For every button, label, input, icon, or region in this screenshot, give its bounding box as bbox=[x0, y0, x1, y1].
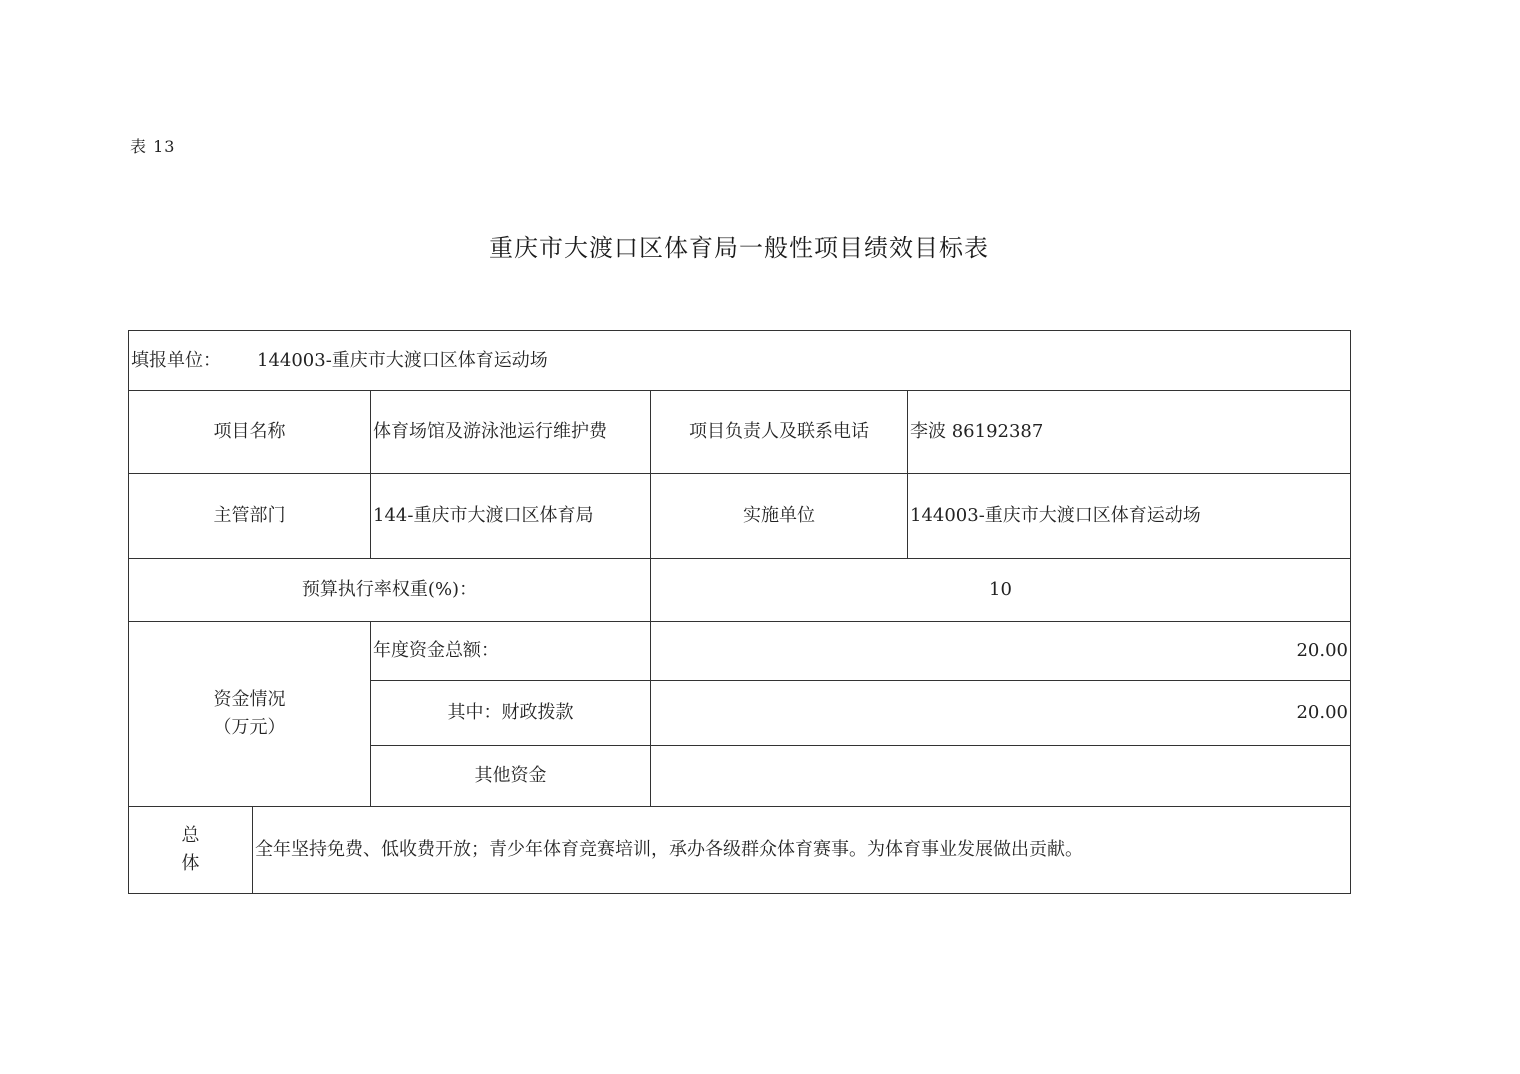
supervising-dept-label: 主管部门 bbox=[129, 474, 371, 559]
fiscal-allocation-label: 其中：财政拨款 bbox=[371, 681, 651, 746]
budget-weight-value: 10 bbox=[651, 559, 1351, 622]
reporting-unit-cell bbox=[129, 331, 1351, 391]
implementing-unit-value: 144003-重庆市大渡口区体育运动场 bbox=[908, 474, 1351, 559]
other-funds-value bbox=[651, 746, 1351, 807]
supervising-dept-value: 144-重庆市大渡口区体育局 bbox=[371, 474, 651, 559]
overall-goal-label-cell bbox=[129, 807, 253, 894]
reporting-unit-value: 144003-重庆市大渡口区体育运动场 bbox=[257, 349, 548, 371]
table-row bbox=[129, 331, 1351, 391]
project-name-label: 项目名称 bbox=[129, 391, 371, 474]
funds-label: 资金情况 bbox=[213, 689, 286, 710]
overall-goal-text: 全年坚持免费、低收费开放；青少年体育竞赛培训，承办各级群众体育赛事。为体育事业发展做出贡献。 bbox=[253, 807, 1351, 894]
table-row bbox=[129, 559, 1351, 622]
table-row bbox=[129, 622, 1351, 681]
project-manager-label: 项目负责人及联系电话 bbox=[651, 391, 908, 474]
reporting-unit-label: 填报单位： bbox=[131, 349, 221, 371]
table-row bbox=[129, 474, 1351, 559]
implementing-unit-label: 实施单位 bbox=[651, 474, 908, 559]
other-funds-label: 其他资金 bbox=[371, 746, 651, 807]
table-row bbox=[129, 391, 1351, 474]
table-row bbox=[129, 807, 1351, 894]
funds-unit-label: （万元） bbox=[213, 717, 286, 738]
overall-goal-label-bottom: 体 bbox=[181, 853, 200, 874]
project-manager-value: 李波 86192387 bbox=[908, 391, 1351, 474]
annual-total-value: 20.00 bbox=[651, 622, 1351, 681]
budget-weight-label: 预算执行率权重(%)： bbox=[129, 559, 651, 622]
overall-goal-label-top: 总 bbox=[181, 825, 200, 846]
page-title: 重庆市大渡口区体育局一般性项目绩效目标表 bbox=[489, 234, 989, 262]
annual-total-label: 年度资金总额： bbox=[371, 622, 651, 681]
table-number: 表 13 bbox=[130, 137, 176, 156]
performance-target-table bbox=[128, 330, 1351, 894]
fiscal-allocation-value: 20.00 bbox=[651, 681, 1351, 746]
funds-label-cell bbox=[129, 622, 371, 807]
project-name-value: 体育场馆及游泳池运行维护费 bbox=[371, 391, 651, 474]
